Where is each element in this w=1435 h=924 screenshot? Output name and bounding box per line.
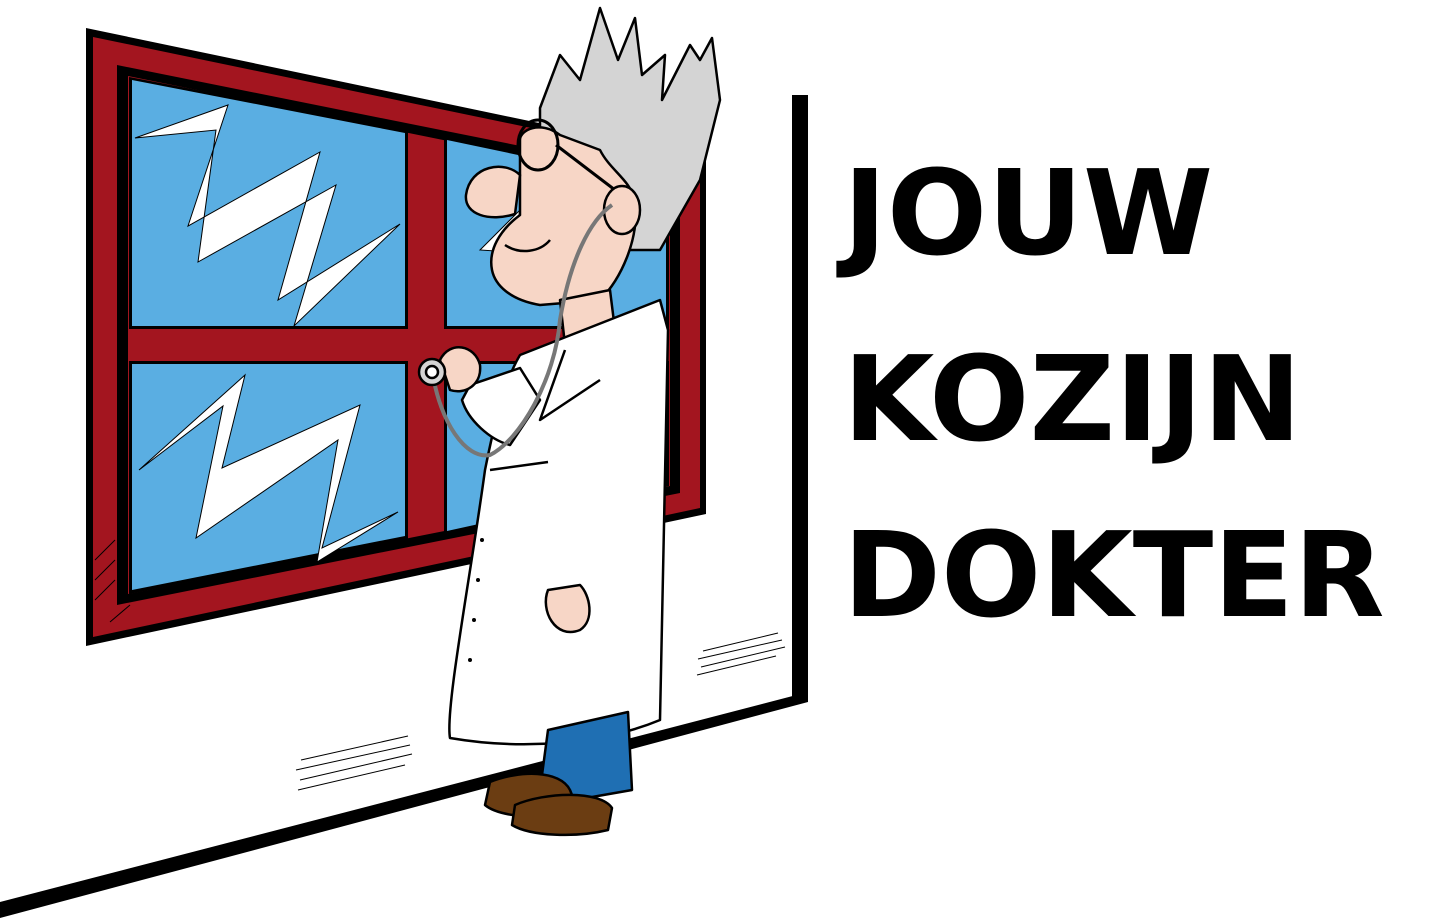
brand-text-line-3: DOKTER [843, 506, 1385, 644]
brand-text-line-1: JOUW [843, 144, 1214, 282]
brand-text-line-2: KOZIJN [843, 330, 1302, 468]
